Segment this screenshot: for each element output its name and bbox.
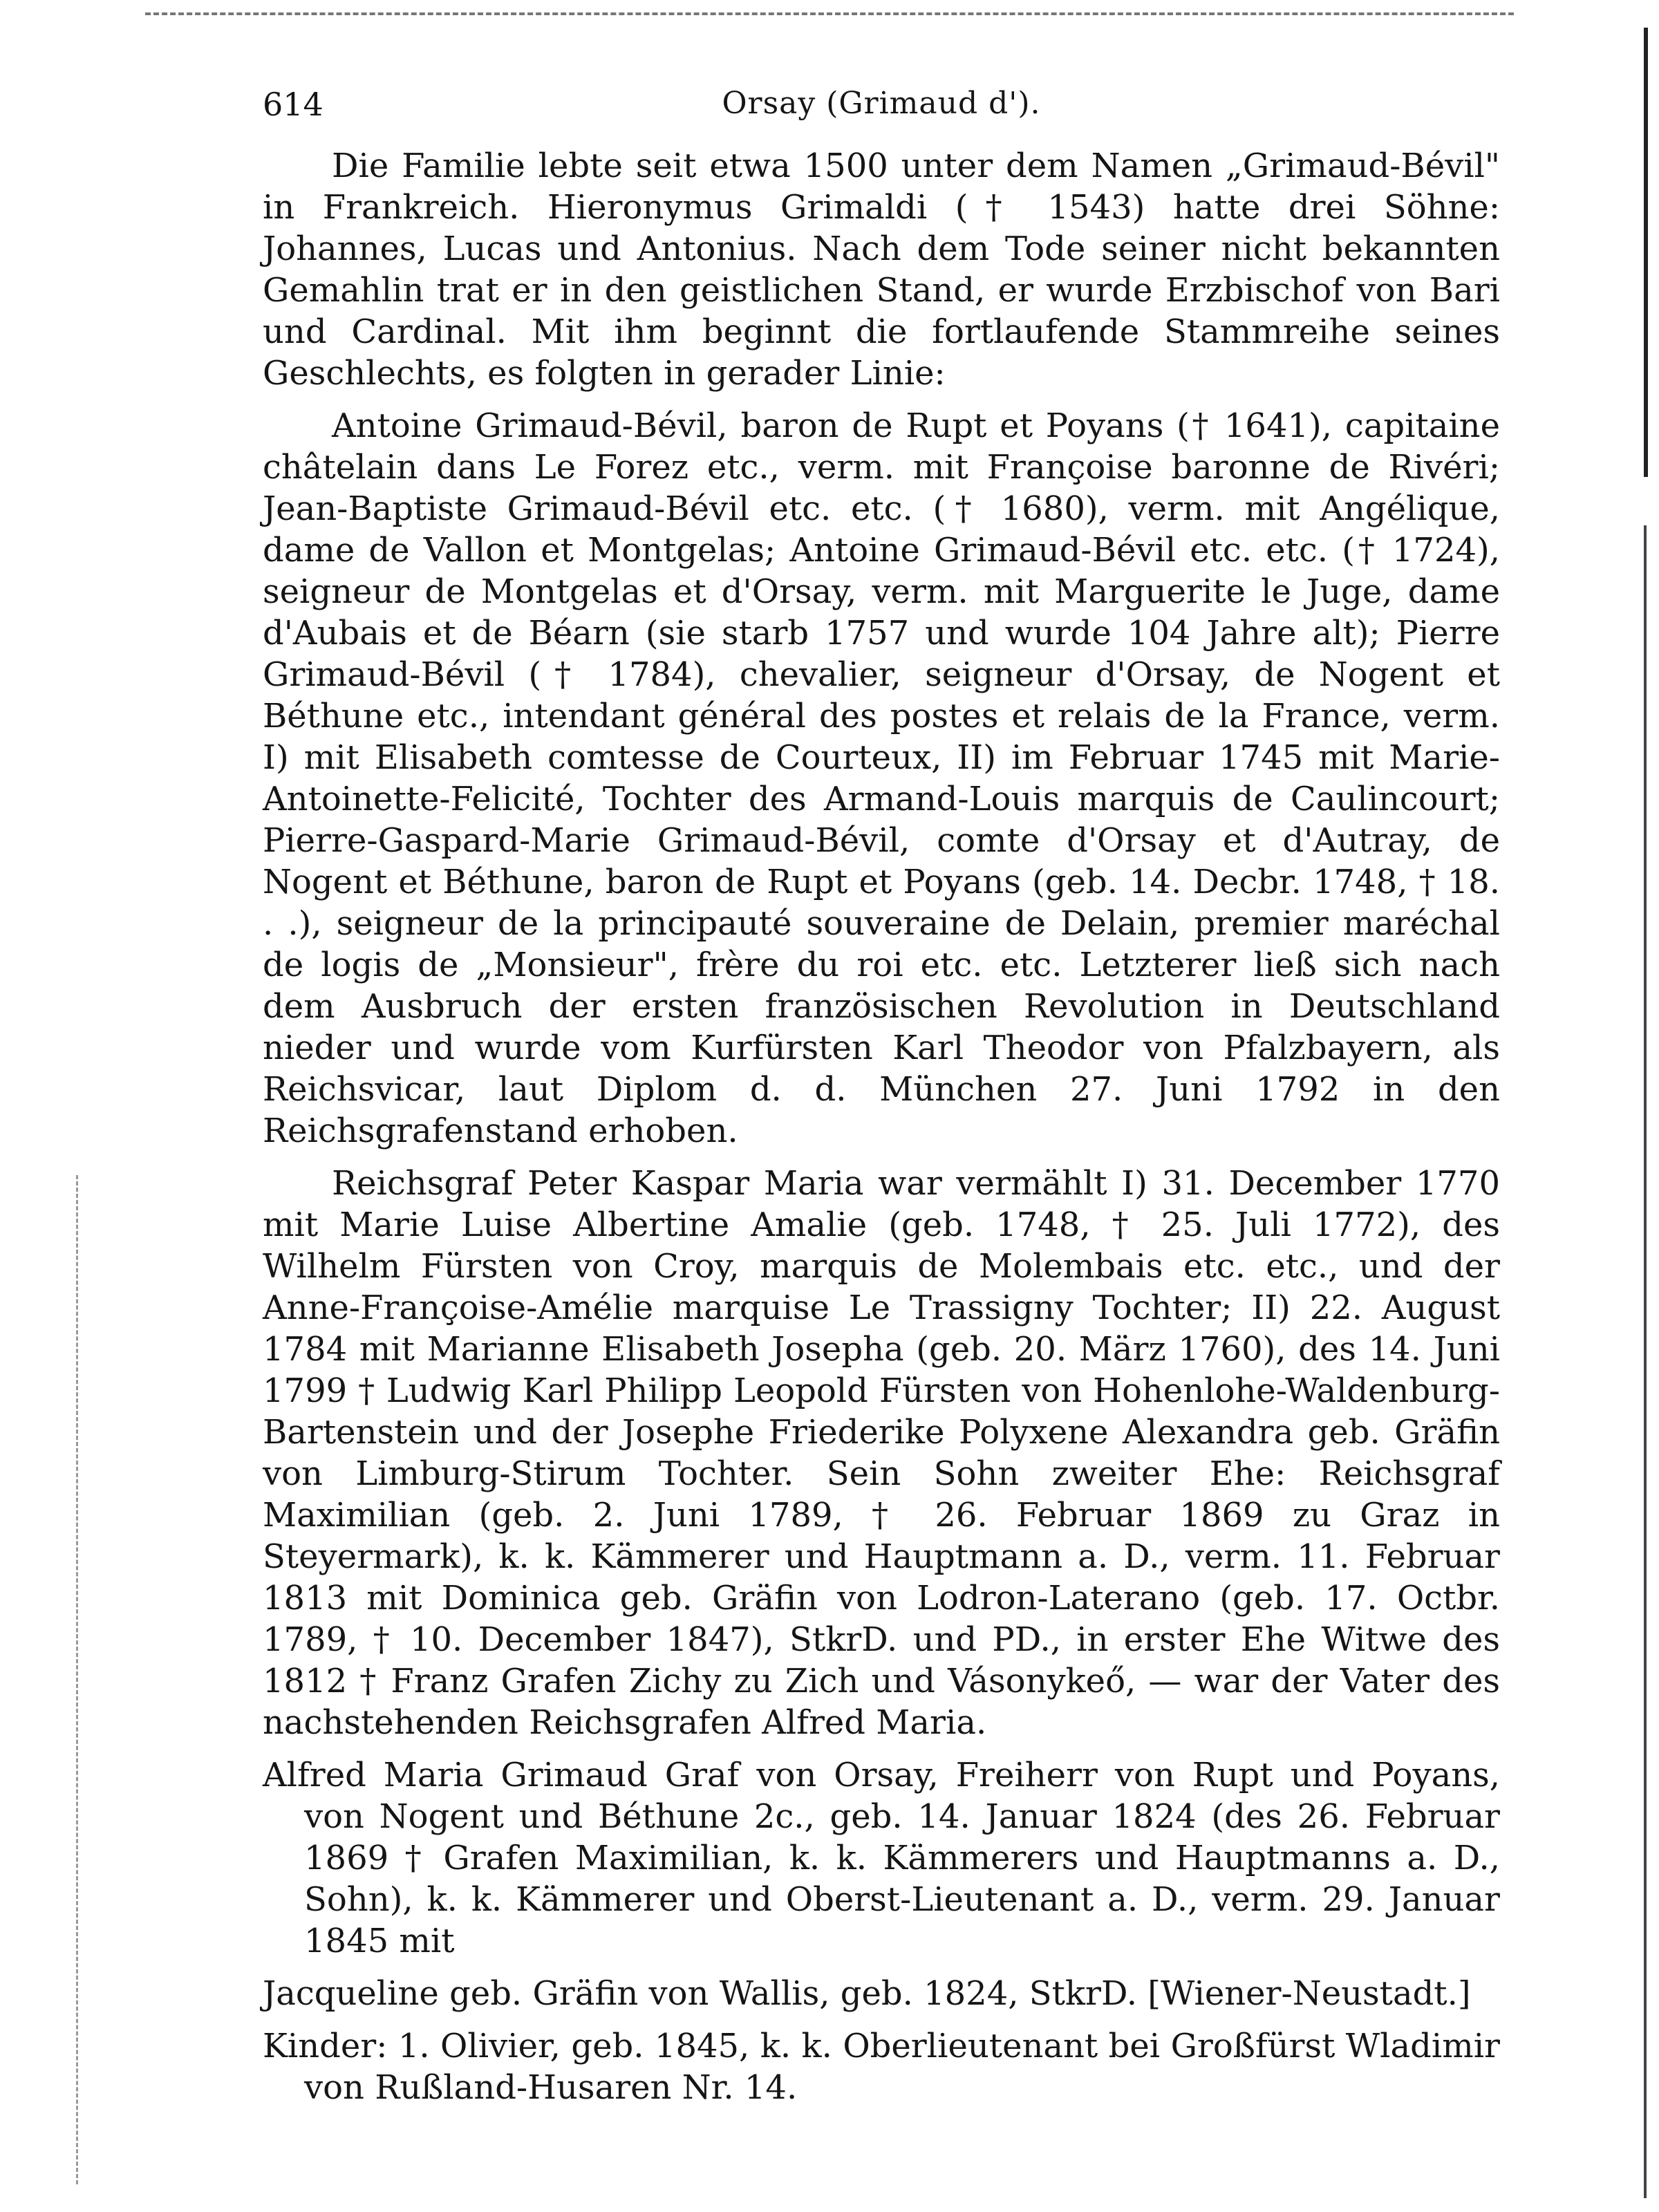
paragraph-lineage: Antoine Grimaud-Bévil, baron de Rupt et Poyans († 1641), capitaine châtelain dans Le Forez etc., verm. mit Françoise baronne de Rivéri; Jean-Baptiste Grimaud-Bévil etc. etc. († 1680), verm. mit Angélique, dame de Vallon et Montgelas; Antoine Grimaud-Bévil etc. etc. († 1724), seigneur de Montgelas et d'Orsay, verm. mit Marguerite le Juge, dame d'Aubais et de Béarn (sie starb 1757 und wurde 104 Jahre alt); Pierre Grimaud-Bévil († 1784), chevalier, seigneur d'Orsay, de Nogent et Béthune etc., intendant général des postes et relais de la France, verm. I) mit Elisabeth comtesse de Courteux, II) im Februar 1745 mit Marie-Antoinette-Felicité, Tochter des Armand-Louis marquis de Caulincourt; Pierre-Gaspard-Marie Grimaud-Bévil, comte d'Orsay et d'Autray, de Nogent et Béthune, baron de Rupt et Poyans (geb. 14. Decbr. 1748, † 18. . .), seigneur de la principauté souveraine de Delain, premier maréchal de logis de „Monsieur", frère du roi etc. etc. Letzterer ließ sich nach dem Ausbruch der ersten französischen Revolution in Deutschland nieder und wurde vom Kurfürsten Karl Theodor von Pfalzbayern, als Reichsvicar, laut Diplom d. d. München 27. Juni 1792 in den Reichsgrafenstand erhoben. xyxy=(263,406,1500,1150)
page-header xyxy=(263,69,1500,145)
page-number: 614 xyxy=(263,86,324,123)
scan-right-edge xyxy=(1644,28,1648,477)
running-head: Orsay (Grimaud d'). xyxy=(722,86,1041,121)
entry-children: Kinder: 1. Olivier, geb. 1845, k. k. Oberlieutenant bei Großfürst Wladimir von Rußland-Husaren Nr. 14. xyxy=(263,2027,1500,2107)
scan-top-edge xyxy=(145,12,1514,15)
entry-jacqueline: Jacqueline geb. Gräfin von Wallis, geb. 1824, StkrD. [Wiener-Neustadt.] xyxy=(263,1974,1471,2013)
paragraph-marriages: Reichsgraf Peter Kaspar Maria war vermählt I) 31. December 1770 mit Marie Luise Albertine Amalie (geb. 1748, † 25. Juli 1772), des Wilhelm Fürsten von Croy, marquis de Molembais etc. etc., und der Anne-Françoise-Amélie marquise Le Trassigny Tochter; II) 22. August 1784 mit Marianne Elisabeth Josepha (geb. 20. März 1760), des 14. Juni 1799 † Ludwig Karl Philipp Leopold Fürsten von Hohenlohe-Waldenburg-Bartenstein und der Josephe Friederike Polyxene Alexandra geb. Gräfin von Limburg-Stirum Tochter. Sein Sohn zweiter Ehe: Reichsgraf Maximilian (geb. 2. Juni 1789, † 26. Februar 1869 zu Graz in Steyermark), k. k. Kämmerer und Hauptmann a. D., verm. 11. Februar 1813 mit Dominica geb. Gräfin von Lodron-Laterano (geb. 17. Octbr. 1789, † 10. December 1847), StkrD. und PD., in erster Ehe Witwe des 1812 † Franz Grafen Zichy zu Zich und Vásonykeő, — war der Vater des nachstehenden Reichsgrafen Alfred Maria. xyxy=(263,1164,1500,1742)
scan-left-edge xyxy=(76,1175,78,2184)
book-page xyxy=(263,69,1500,2119)
entry-alfred-maria: Alfred Maria Grimaud Graf von Orsay, Freiherr von Rupt und Poyans, von Nogent und Béthune 2c., geb. 14. Januar 1824 (des 26. Februar 1869 † Grafen Maximilian, k. k. Kämmerers und Hauptmanns a. D., Sohn), k. k. Kämmerer und Oberst-Lieutenant a. D., verm. 29. Januar 1845 mit xyxy=(263,1756,1500,1960)
scan-right-edge-lower xyxy=(1644,525,1647,2198)
paragraph-family-history: Die Familie lebte seit etwa 1500 unter dem Namen „Grimaud-Bévil" in Frankreich. Hieronymus Grimaldi († 1543) hatte drei Söhne: Johannes, Lucas und Antonius. Nach dem Tode seiner nicht bekannten Gemahlin trat er in den geistlichen Stand, er wurde Erzbischof von Bari und Cardinal. Mit ihm beginnt die fortlaufende Stammreihe seines Geschlechts, es folgten in gerader Linie: xyxy=(263,147,1500,393)
